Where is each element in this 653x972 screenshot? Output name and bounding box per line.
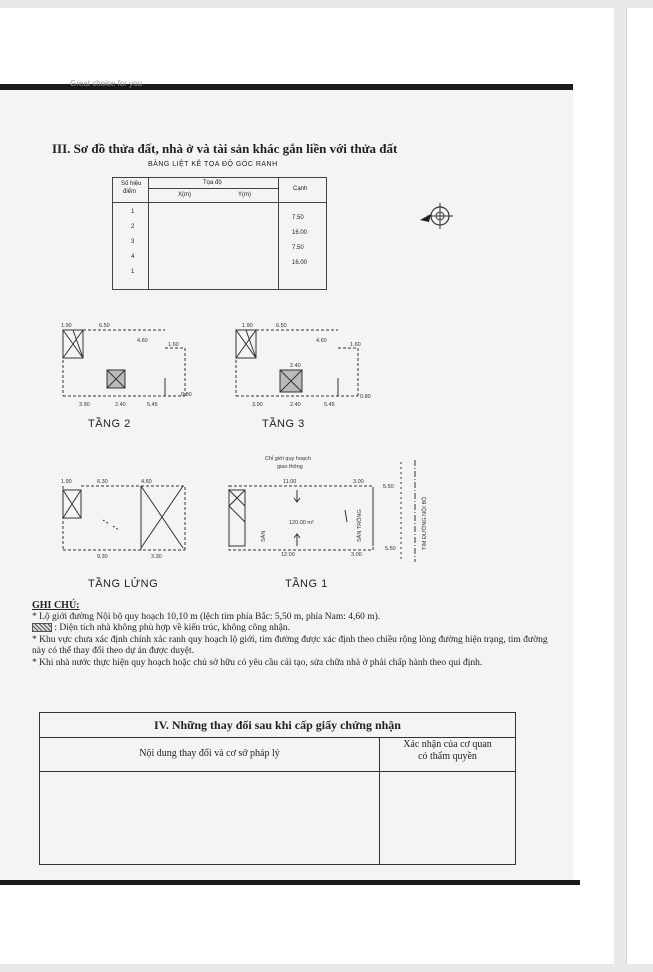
north-arrow-icon [418, 200, 458, 232]
dim-label: 2.40 [115, 402, 126, 408]
yard-label: SÂN [261, 530, 267, 542]
dim-label: 2.40 [290, 363, 301, 369]
hdr-coord: Tọa độ [203, 180, 222, 186]
planning-line-label: Chỉ giới quy hoạch [265, 456, 311, 462]
dim-label: 9.30 [97, 554, 108, 560]
dim-label: 5.45 [324, 402, 335, 408]
section4-title: IV. Những thay đổi sau khi cấp giấy chứng nhận [40, 713, 515, 738]
note-4: Khi nhà nước thực hiện quy hoạch hoặc chủ sở hữu có yêu cầu cải tạo, sửa chữa nhà ở phải chấp hành theo qui định. [39, 657, 483, 668]
dim-label: 0.80 [360, 394, 371, 400]
section4-col2-line1: Xác nhận của cơ quan [403, 739, 492, 750]
dim-label: 6.50 [99, 323, 110, 329]
traffic-label: giao thông [277, 464, 303, 470]
dim-label: 1.90 [242, 323, 253, 329]
row-point: 2 [131, 224, 135, 230]
label-floor-1: TẦNG 1 [285, 578, 328, 590]
dim-label: 5.50 [385, 546, 396, 552]
section4-col2-line2: có thẩm quyền [418, 751, 477, 762]
dim-label: 3.00 [353, 479, 364, 485]
dim-label: 5.45 [147, 402, 158, 408]
label-mezzanine: TẦNG LỬNG [88, 578, 159, 590]
dim-label: 6.50 [276, 323, 287, 329]
dim-label: 2.40 [290, 402, 301, 408]
section4-col2 [380, 739, 515, 763]
row-point: 1 [131, 209, 135, 215]
row-edge: 16.00 [292, 230, 308, 236]
dim-label: 4.60 [137, 338, 148, 344]
floor-plan-3 [228, 318, 388, 410]
section3-title: III. Sơ đồ thửa đất, nhà ở và tài sản khác gắn liền với thửa đất [52, 141, 398, 156]
hdr-point: Số hiệu [121, 181, 142, 187]
road-label: TIM ĐƯỜNG NỘI BỘ [422, 496, 428, 550]
floor-plan-2 [55, 318, 215, 410]
notes: GHI CHÚ: * Lộ giới đường Nội bộ quy hoạch 10,10 m (lệch tim phía Bắc: 5,50 m, phía Nam: 4,60 m). : Diện tích nhà không phù hợp về kiến trúc, không công nhận. * Khu vực chưa xác định chính xác ranh quy hoạch lộ giới, tim đường được xác định theo chiều rộng lòng đường hiện trạng, tim đường này có thể thay đổi theo dự án được duyệt. * Khi nhà nước thực hiện quy hoạch hoặc chủ sở hữu có yêu cầu cải tạo, sửa chữa nhà ở phải chấp hành theo qui định. [32, 600, 552, 669]
area-label: 120.00 m² [289, 520, 314, 526]
dim-label: 5.50 [383, 484, 394, 490]
row-edge: 7.50 [292, 245, 304, 251]
dim-label: 1.60 [168, 342, 179, 348]
dim-label: 3.00 [351, 552, 362, 558]
label-floor-2: TẦNG 2 [88, 418, 131, 430]
dim-label: 3.90 [79, 402, 90, 408]
note-1: Lộ giới đường Nội bộ quy hoạch 10,10 m (lệch tim phía Bắc: 5,50 m, phía Nam: 4,60 m). [39, 611, 381, 622]
dim-label: 1.60 [350, 342, 361, 348]
hdr-x: X(m) [178, 192, 191, 198]
section4-col1: Nội dung thay đổi và cơ sở pháp lý [139, 748, 280, 759]
dim-label: 1.90 [61, 479, 72, 485]
hdr-y: Y(m) [238, 192, 251, 198]
note-3: Khu vực chưa xác định chính xác ranh quy hoạch lộ giới, tim đường được xác định theo chiều rộng lòng đường hiện trạng, tim đường này có thể thay đổi theo dự án được duyệt. [32, 634, 548, 656]
open-yard-label: SÂN TRỐNG [357, 509, 363, 542]
top-banner [0, 79, 573, 90]
next-page-edge [626, 8, 653, 964]
dim-label: 12.00 [281, 552, 295, 558]
coord-table-title: BẢNG LIỆT KÊ TỌA ĐỘ GÓC RANH [148, 161, 278, 168]
dim-label: 4.60 [141, 479, 152, 485]
hdr-point2: điểm [123, 189, 137, 195]
section4-table [39, 712, 516, 865]
floor-plan-mezzanine [55, 474, 215, 564]
dim-label: 11.00 [283, 479, 297, 485]
dim-label: 3.90 [252, 402, 263, 408]
hatch-swatch-icon [32, 623, 52, 632]
banner-text: Great choice for you [70, 79, 143, 88]
dim-label: 3.30 [151, 554, 162, 560]
floor-plan-1 [205, 450, 435, 570]
coord-table [112, 177, 327, 290]
hdr-edge: Cạnh [293, 186, 308, 192]
row-point: 3 [131, 239, 135, 245]
row-point: 4 [131, 254, 135, 260]
row-point: 1 [131, 269, 135, 275]
row-edge: 16.00 [292, 260, 308, 266]
bottom-edge [0, 880, 580, 885]
row-edge: 7.50 [292, 215, 304, 221]
note-2: : Diện tích nhà không phù hợp về kiến trúc, không công nhận. [54, 623, 290, 633]
notes-heading: GHI CHÚ: [32, 600, 80, 611]
dim-label: 1.90 [61, 323, 72, 329]
dim-label: 6.30 [97, 479, 108, 485]
dim-label: 4.60 [316, 338, 327, 344]
label-floor-3: TẦNG 3 [262, 418, 305, 430]
dim-label: 0.80 [181, 392, 192, 398]
